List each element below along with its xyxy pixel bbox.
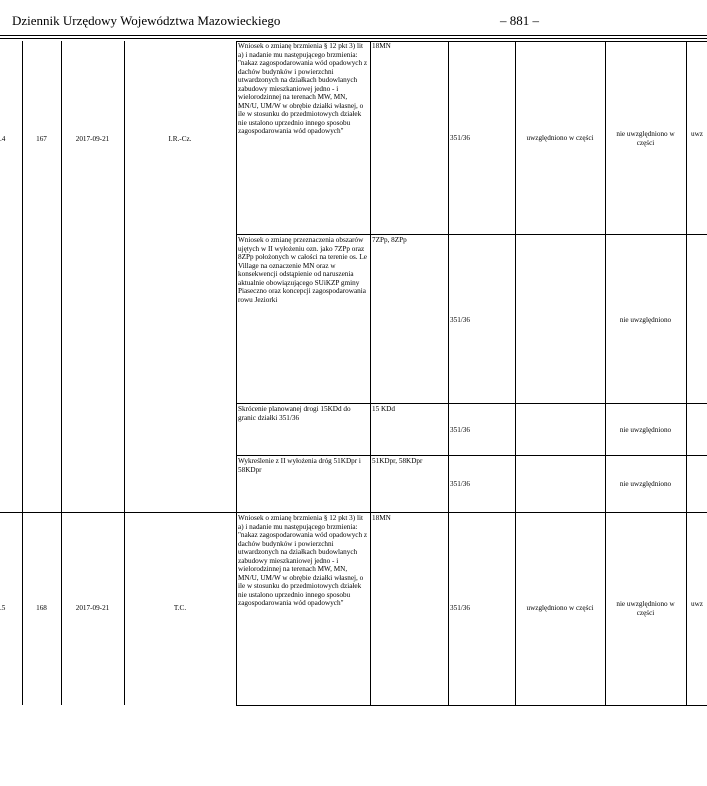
plan-designation: 51KDpr, 58KDpr (372, 457, 423, 465)
remark-content: Wykreślenie z II wyłożenia dróg 51KDpr i 58KDpr (238, 457, 361, 474)
page-header-title: Dziennik Urzędowy Województwa Mazowieckiego (12, 13, 281, 28)
record-author: I.R.-Cz. (168, 135, 192, 143)
record-number: 167 (36, 135, 47, 143)
next-column-fragment: uwz (691, 600, 703, 608)
parcel-number: 351/36 (450, 426, 470, 434)
row-divider (236, 403, 707, 404)
col-border (686, 41, 687, 705)
parcel-number: 351/36 (450, 316, 470, 324)
row-divider (236, 455, 707, 456)
table-bottom-border (236, 705, 707, 706)
rada-decision: nie uwzględniono (619, 426, 672, 434)
remark-content: Wniosek o zmianę brzmienia § 12 pkt 3) lit a) i nadanie mu następującego brzmienia: "nakaz zagospodarowania wód opadowych z dachów budynków i powierzchni utwardzonych na działkach budowlanych zabudowy mieszkaniowej jedno - i wielorodzinnej na terenach MW, MN, MN/U, UM/W w obrębie działki własnej, o ile w stosunku do przedmiotowych działek nie ustalono uprzednio innego sposobu zagospodarowania wód opadowych" (238, 514, 368, 607)
parcel-number: 351/36 (450, 480, 470, 488)
row-divider (236, 234, 707, 235)
record-divider (0, 512, 707, 513)
plan-designation: 7ZPp, 8ZPp (372, 236, 407, 244)
plan-designation: 18MN (372, 514, 391, 522)
rada-decision: nie uwzględniono w części (616, 600, 675, 617)
col-border (236, 41, 237, 705)
rada-decision: nie uwzględniono (619, 480, 672, 488)
col-border (448, 41, 449, 705)
wojt-decision: uwzględniono w części (526, 134, 594, 142)
record-author: T.C. (173, 604, 187, 612)
wojt-decision: uwzględniono w części (526, 604, 594, 612)
header-rule-top (0, 35, 707, 36)
remark-content: Wniosek o zmianę przeznaczenia obszarów ujętych w II wyłożeniu ozn. jako 7ZPp oraz 8ZPp położonych w całości na terenie os. Le Village na oznaczenie MN oraz w konsekwencji odstąpienie od naruszenia aktualnie obowiązującego SUiKZP gminy Piaseczno oraz koncepcji zagospodarowania rowu Jeziorki (238, 236, 367, 304)
col-border (370, 41, 371, 705)
next-column-fragment: uwz (691, 130, 703, 138)
header-rule-bottom (0, 38, 707, 39)
parcel-number: 351/36 (450, 134, 470, 142)
plan-designation: 18MN (372, 42, 391, 50)
record-date: 2017-09-21 (75, 135, 110, 143)
record-date: 2017-09-21 (75, 604, 110, 612)
record-number: 168 (36, 604, 47, 612)
rada-decision: nie uwzględniono w części (616, 130, 675, 147)
col-border (605, 41, 606, 705)
remark-content: Skrócenie planowanej drogi 15KDd do granic działki 351/36 (238, 405, 351, 422)
plan-designation: 15 KDd (372, 405, 395, 413)
remark-content: Wniosek o zmianę brzmienia § 12 pkt 3) lit a) i nadanie mu następującego brzmienia: "nakaz zagospodarowania wód opadowych z dachów budynków i powierzchni utwardzonych na działkach budowlanych zabudowy mieszkaniowej jedno - i wielorodzinnej na terenach MW, MN, MN/U, UM/W w obrębie działki własnej, o ile w stosunku do przedmiotowych działek nie ustalono uprzednio innego sposobu zagospodarowania wód opadowych" (238, 42, 368, 135)
parcel-number: 351/36 (450, 604, 470, 612)
page-number: – 881 – (500, 13, 539, 28)
rada-decision: nie uwzględniono (619, 316, 672, 324)
record-lp: .4 (0, 135, 6, 143)
record-lp: .5 (0, 604, 6, 612)
